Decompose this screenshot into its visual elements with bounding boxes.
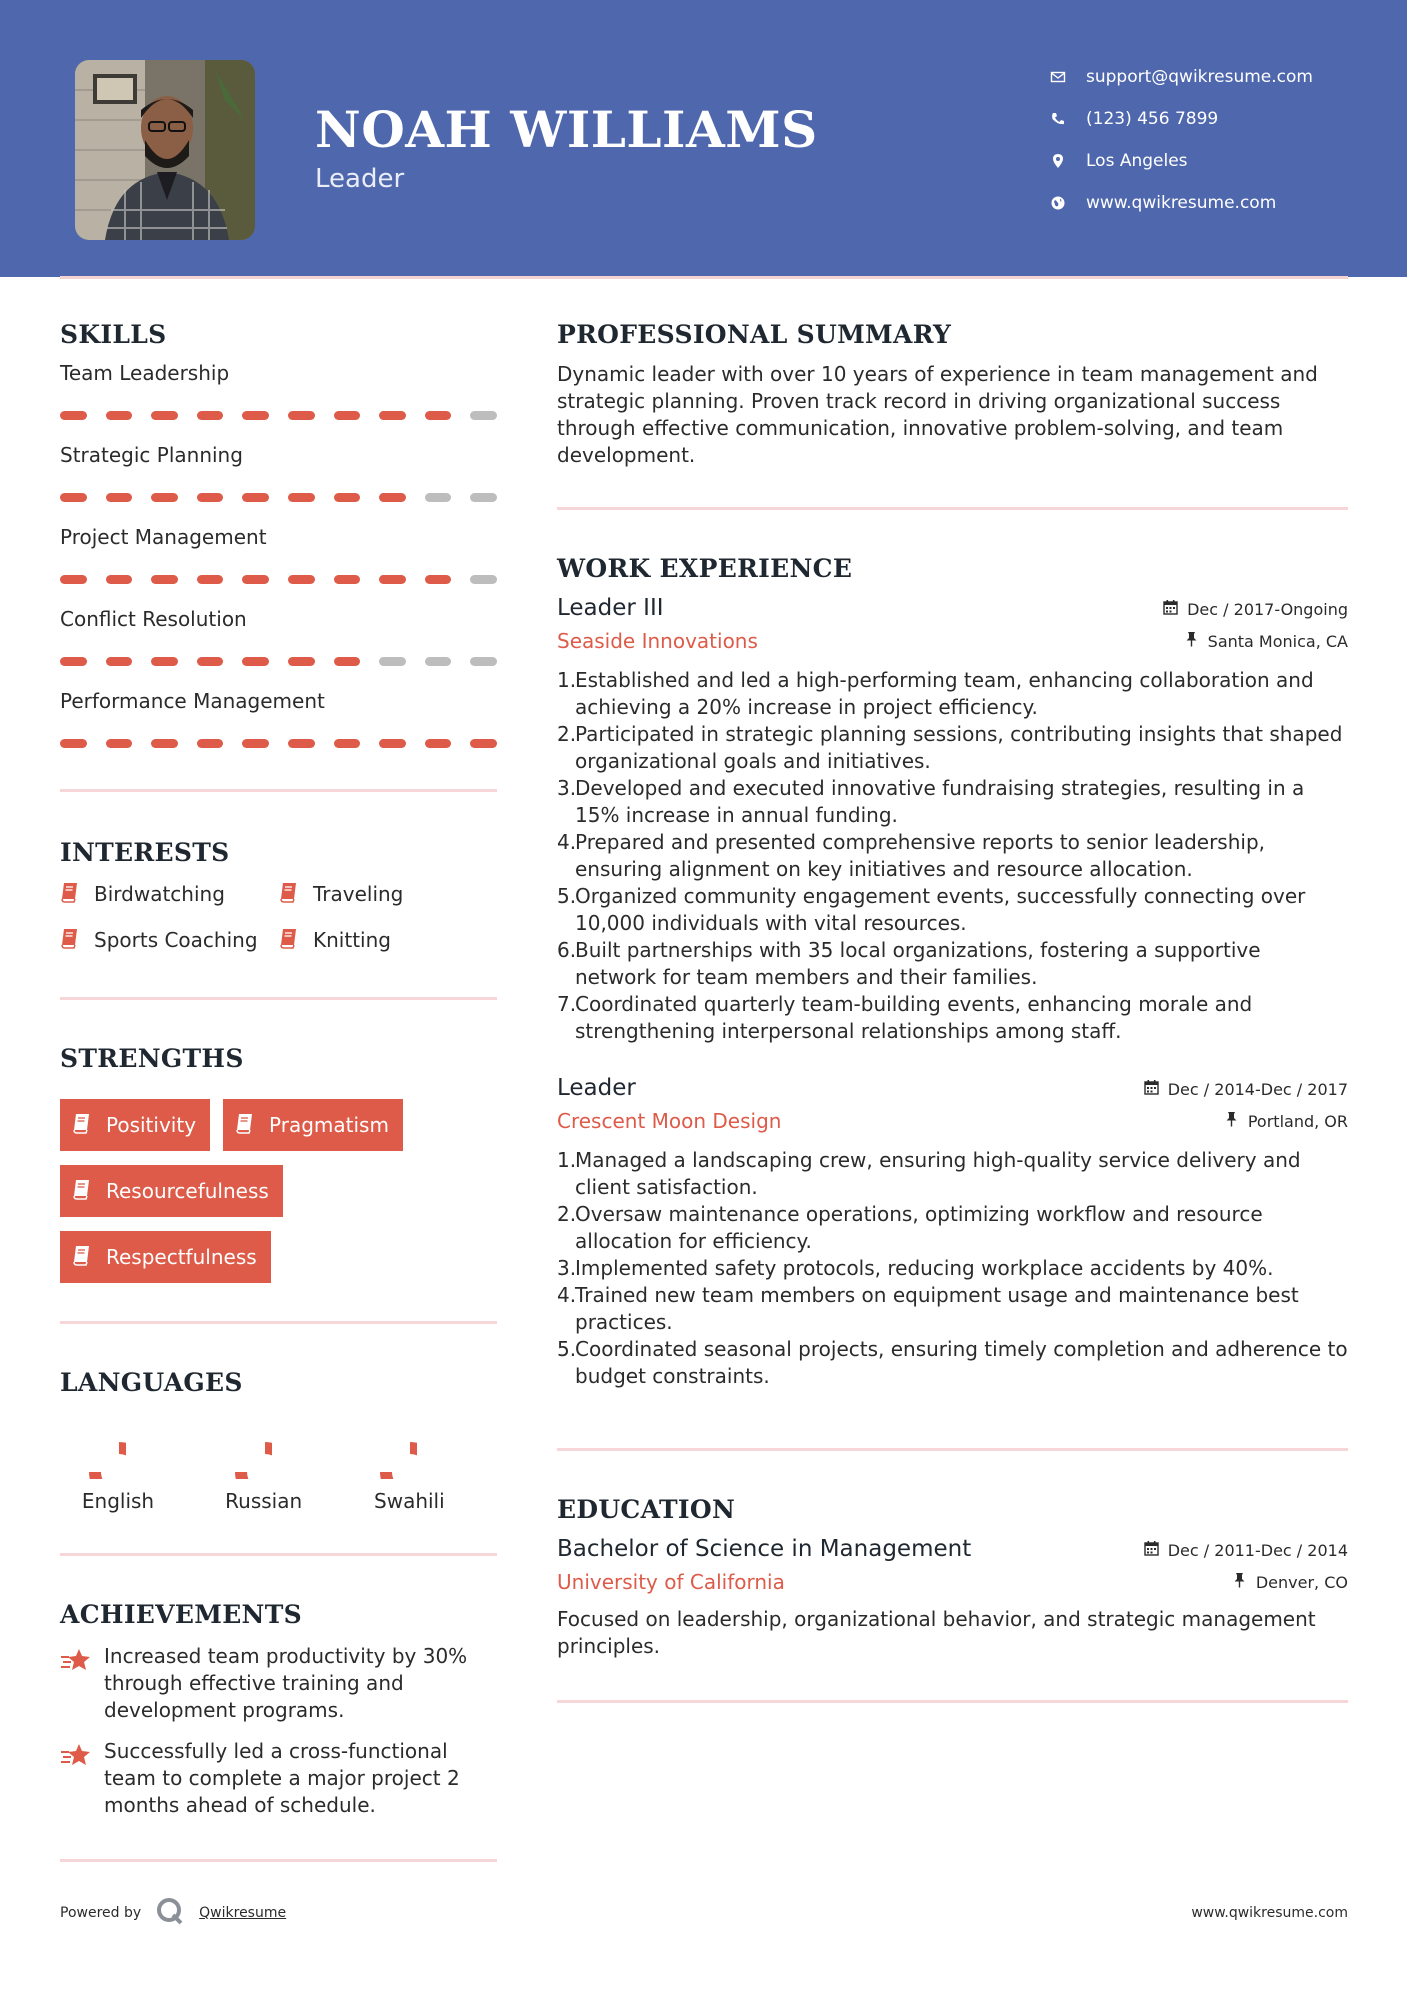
- bullet-number: 5.: [557, 1337, 577, 1361]
- bullet-number: 2.: [557, 722, 577, 746]
- languages-list: [60, 1417, 497, 1513]
- book-icon: [70, 1244, 106, 1271]
- bullet-number: 4.: [557, 830, 577, 854]
- skills-heading: SKILLS: [60, 320, 167, 349]
- language-item: [60, 1417, 206, 1513]
- bullet-number: 7.: [557, 992, 577, 1016]
- skill-level-dash: [60, 739, 87, 748]
- skill-level-dash: [334, 493, 361, 502]
- footer-powered-by: [60, 1896, 286, 1930]
- strength-chip: [60, 1165, 283, 1217]
- pin-icon: [1224, 1111, 1248, 1131]
- strengths-heading: STRENGTHS: [60, 1044, 244, 1073]
- degree-title: Bachelor of Science in Management: [557, 1536, 972, 1562]
- contact-location-text: Los Angeles: [1086, 151, 1188, 171]
- skill-level-dash: [106, 657, 133, 666]
- interests-list: [60, 881, 497, 953]
- bullet-text: Trained new team members on equipment usage and maintenance best practices.: [575, 1283, 1299, 1334]
- education-dates: [1144, 1540, 1348, 1560]
- education-section: [557, 1495, 1348, 1660]
- contact-phone-text: (123) 456 7899: [1086, 109, 1219, 129]
- skill-level-dash: [60, 411, 87, 420]
- contact-phone[interactable]: [1050, 98, 1313, 140]
- skill-level-dash: [470, 575, 497, 584]
- strength-label: Positivity: [106, 1113, 197, 1137]
- book-icon: [60, 927, 94, 954]
- job-bullet: [557, 937, 1348, 991]
- language-label: English: [81, 1489, 155, 1513]
- skill-level-bar: [60, 739, 497, 749]
- strengths-list: [60, 1099, 480, 1283]
- location-icon: [1050, 153, 1086, 169]
- candidate-name: NOAH WILLIAMS: [315, 100, 818, 159]
- contact-list: [1050, 56, 1313, 224]
- phone-icon: [1050, 111, 1086, 127]
- book-icon: [70, 1178, 106, 1205]
- bullet-text: Coordinated quarterly team-building events, enhancing morale and strengthening interpersonal relationships among staff.: [575, 992, 1253, 1043]
- language-item: [206, 1417, 352, 1513]
- achievements-list: [60, 1643, 497, 1819]
- interest-item: [279, 881, 479, 907]
- skill-level-bar: [60, 493, 497, 503]
- jobs-list: [557, 595, 1348, 1390]
- skill-level-bar: [60, 575, 497, 585]
- job-bullet: [557, 721, 1348, 775]
- job-bullets: [557, 1147, 1348, 1390]
- pin-icon: [1232, 1572, 1256, 1592]
- skill-level-dash: [151, 575, 178, 584]
- skill-level-dash: [334, 739, 361, 748]
- shooting-star-icon: [60, 1738, 104, 1819]
- bullet-number: 5.: [557, 884, 577, 908]
- skill-level-dash: [197, 575, 224, 584]
- skills-list: [60, 361, 497, 749]
- education-school-row: [557, 1570, 1348, 1594]
- section-divider: [60, 997, 497, 1000]
- education-head: [557, 1536, 1348, 1562]
- language-level-ring: [355, 1417, 417, 1479]
- job-entry: [557, 1075, 1348, 1390]
- job-head: [557, 595, 1348, 621]
- skill-level-dash: [379, 575, 406, 584]
- achievement-text: Successfully led a cross-functional team to complete a major project 2 months ahead of schedule.: [104, 1739, 460, 1817]
- job-bullet: [557, 883, 1348, 937]
- bullet-number: 2.: [557, 1202, 577, 1226]
- education-location: [1232, 1572, 1348, 1592]
- job-bullet: [557, 775, 1348, 829]
- section-divider: [557, 1700, 1348, 1703]
- summary-section: [557, 320, 1348, 469]
- strengths-section: [60, 1044, 497, 1283]
- section-divider: [60, 1859, 497, 1862]
- skill-name: Strategic Planning: [60, 443, 243, 467]
- school-name: University of California: [557, 1570, 785, 1594]
- skill-level-dash: [334, 575, 361, 584]
- skill-name: Team Leadership: [60, 361, 230, 385]
- candidate-title: Leader: [315, 164, 405, 194]
- skill-level-dash: [242, 411, 269, 420]
- achievement-item: [60, 1738, 497, 1819]
- job-bullet: [557, 1147, 1348, 1201]
- company-name: Crescent Moon Design: [557, 1109, 782, 1133]
- bullet-number: 1.: [557, 1148, 577, 1172]
- skill-level-dash: [288, 575, 315, 584]
- interests-section: [60, 838, 497, 953]
- bullet-text: Oversaw maintenance operations, optimizing workflow and resource allocation for efficiency.: [575, 1202, 1263, 1253]
- skill-level-dash: [242, 739, 269, 748]
- envelope-icon: [1050, 69, 1086, 85]
- resume-header: [0, 0, 1407, 277]
- job-company-row: [557, 629, 1348, 653]
- header-divider: [60, 276, 1348, 279]
- language-item: [351, 1417, 497, 1513]
- skill-level-dash: [60, 493, 87, 502]
- language-level-ring: [64, 1417, 126, 1479]
- job-location-text: Portland, OR: [1247, 1111, 1348, 1131]
- skill-level-dash: [288, 657, 315, 666]
- section-divider: [557, 507, 1348, 510]
- skill-level-bar: [60, 657, 497, 667]
- book-icon: [233, 1112, 269, 1139]
- right-column: [557, 320, 1348, 1703]
- skill-level-dash: [106, 493, 133, 502]
- contact-website-text: www.qwikresume.com: [1086, 193, 1277, 213]
- language-level-ring: [210, 1417, 272, 1479]
- achievements-heading: ACHIEVEMENTS: [60, 1600, 302, 1629]
- contact-email[interactable]: [1050, 56, 1313, 98]
- job-dates: [1163, 599, 1348, 619]
- interest-item: [279, 927, 479, 953]
- bullet-text: Coordinated seasonal projects, ensuring timely completion and adherence to budget constraints.: [575, 1337, 1348, 1388]
- summary-heading: PROFESSIONAL SUMMARY: [557, 320, 952, 349]
- job-bullet: [557, 829, 1348, 883]
- skill-level-dash: [379, 493, 406, 502]
- bullet-number: 1.: [557, 668, 577, 692]
- skill-level-dash: [106, 575, 133, 584]
- skill-level-dash: [334, 657, 361, 666]
- skill-level-dash: [60, 657, 87, 666]
- skill-level-dash: [60, 575, 87, 584]
- skill-level-dash: [379, 739, 406, 748]
- contact-email-text: support@qwikresume.com: [1086, 67, 1313, 87]
- education-location-text: Denver, CO: [1255, 1572, 1348, 1592]
- skill-level-dash: [242, 493, 269, 502]
- contact-website[interactable]: [1050, 182, 1313, 224]
- calendar-icon: [1144, 1079, 1168, 1099]
- footer-brand-link[interactable]: Qwikresume: [199, 1905, 287, 1921]
- skill-level-bar: [60, 411, 497, 421]
- job-company-row: [557, 1109, 1348, 1133]
- job-bullets: [557, 667, 1348, 1045]
- skill-level-dash: [379, 657, 406, 666]
- skill-level-dash: [197, 657, 224, 666]
- skill-level-dash: [106, 739, 133, 748]
- section-divider: [60, 1553, 497, 1556]
- job-bullet: [557, 1201, 1348, 1255]
- job-bullet: [557, 1282, 1348, 1336]
- skill-level-dash: [106, 411, 133, 420]
- language-label: Russian: [225, 1489, 303, 1513]
- book-icon: [279, 881, 313, 908]
- section-divider: [557, 1448, 1348, 1451]
- languages-heading: LANGUAGES: [60, 1368, 243, 1397]
- skill-level-dash: [288, 493, 315, 502]
- skill-level-dash: [470, 739, 497, 748]
- skill-level-dash: [425, 657, 452, 666]
- education-heading: EDUCATION: [557, 1495, 736, 1524]
- interest-item: [60, 927, 279, 953]
- left-column: [60, 320, 497, 1862]
- bullet-text: Built partnerships with 35 local organizations, fostering a supportive network for team members and their families.: [575, 938, 1261, 989]
- interest-item: [60, 881, 279, 907]
- skill-level-dash: [242, 657, 269, 666]
- job-bullet: [557, 667, 1348, 721]
- strength-chip: [223, 1099, 403, 1151]
- skill-level-dash: [151, 493, 178, 502]
- skill-level-dash: [288, 739, 315, 748]
- job-location: [1224, 1111, 1348, 1131]
- skill-level-dash: [470, 657, 497, 666]
- job-head: [557, 1075, 1348, 1101]
- skill-level-dash: [379, 411, 406, 420]
- skill-level-dash: [197, 739, 224, 748]
- experience-heading: WORK EXPERIENCE: [557, 554, 853, 583]
- skill-name: Performance Management: [60, 689, 325, 713]
- interest-label: Birdwatching: [94, 882, 225, 906]
- skill-level-dash: [470, 411, 497, 420]
- bullet-text: Participated in strategic planning sessions, contributing insights that shaped organizational goals and initiatives.: [575, 722, 1343, 773]
- bullet-number: 3.: [557, 776, 577, 800]
- experience-section: [557, 554, 1348, 1390]
- interest-label: Sports Coaching: [94, 928, 258, 952]
- profile-photo: [75, 60, 255, 240]
- skills-section: [60, 320, 497, 749]
- job-dates: [1144, 1079, 1348, 1099]
- bullet-number: 3.: [557, 1256, 577, 1280]
- skill-level-dash: [151, 657, 178, 666]
- job-bullet: [557, 1255, 1348, 1282]
- summary-text: Dynamic leader with over 10 years of experience in team management and strategic planning. Proven track record in driving organizational success through effective communication, innovative problem-solving, and team development.: [557, 362, 1318, 467]
- skill-level-dash: [151, 739, 178, 748]
- languages-section: [60, 1368, 497, 1513]
- skill-level-dash: [197, 493, 224, 502]
- pin-icon: [1184, 631, 1208, 651]
- calendar-icon: [1144, 1540, 1168, 1560]
- book-icon: [60, 881, 94, 908]
- bullet-text: Implemented safety protocols, reducing workplace accidents by 40%.: [575, 1256, 1274, 1280]
- education-dates-text: Dec / 2011-Dec / 2014: [1167, 1540, 1348, 1560]
- company-name: Seaside Innovations: [557, 629, 758, 653]
- interest-label: Knitting: [313, 928, 391, 952]
- bullet-number: 6.: [557, 938, 577, 962]
- education-description: Focused on leadership, organizational behavior, and strategic management principles.: [557, 1607, 1316, 1658]
- skill-level-dash: [425, 575, 452, 584]
- shooting-star-icon: [60, 1643, 104, 1724]
- strength-label: Pragmatism: [269, 1113, 389, 1137]
- skill-name: Project Management: [60, 525, 267, 549]
- contact-location: [1050, 140, 1313, 182]
- bullet-text: Managed a landscaping crew, ensuring high-quality service delivery and client satisfaction.: [575, 1148, 1301, 1199]
- job-dates-text: Dec / 2014-Dec / 2017: [1167, 1079, 1348, 1099]
- strength-chip: [60, 1099, 210, 1151]
- job-bullet: [557, 1336, 1348, 1390]
- skill-level-dash: [470, 493, 497, 502]
- achievement-text: Increased team productivity by 30% through effective training and development programs.: [104, 1644, 468, 1722]
- interests-heading: INTERESTS: [60, 838, 230, 867]
- skill-level-dash: [425, 411, 452, 420]
- skill-level-dash: [425, 739, 452, 748]
- job-location: [1184, 631, 1348, 651]
- skill-level-dash: [334, 411, 361, 420]
- bullet-text: Organized community engagement events, successfully connecting over 10,000 individuals with vital resources.: [575, 884, 1306, 935]
- skill-level-dash: [288, 411, 315, 420]
- job-dates-text: Dec / 2017-Ongoing: [1187, 599, 1348, 619]
- strength-label: Respectfulness: [106, 1245, 257, 1269]
- section-divider: [60, 1321, 497, 1324]
- book-icon: [279, 927, 313, 954]
- language-label: Swahili: [374, 1489, 445, 1513]
- bullet-text: Established and led a high-performing team, enhancing collaboration and achieving a 20% increase in project efficiency.: [575, 668, 1314, 719]
- job-title: Leader III: [557, 595, 664, 621]
- achievements-section: [60, 1600, 497, 1819]
- strength-chip: [60, 1231, 271, 1283]
- strength-label: Resourcefulness: [106, 1179, 269, 1203]
- job-location-text: Santa Monica, CA: [1207, 631, 1348, 651]
- achievement-item: [60, 1643, 497, 1724]
- skill-name: Conflict Resolution: [60, 607, 247, 631]
- book-icon: [70, 1112, 106, 1139]
- powered-by-text: Powered by: [60, 1905, 142, 1921]
- skill-level-dash: [425, 493, 452, 502]
- job-entry: [557, 595, 1348, 1045]
- calendar-icon: [1163, 599, 1187, 619]
- bullet-text: Prepared and presented comprehensive reports to senior leadership, ensuring alignment on key initiatives and resource allocation.: [575, 830, 1265, 881]
- globe-icon: [1050, 195, 1086, 211]
- bullet-text: Developed and executed innovative fundraising strategies, resulting in a 15% increase in annual funding.: [575, 776, 1305, 827]
- interest-label: Traveling: [313, 882, 404, 906]
- skill-level-dash: [151, 411, 178, 420]
- job-title: Leader: [557, 1075, 636, 1101]
- skill-level-dash: [197, 411, 224, 420]
- footer-website[interactable]: www.qwikresume.com: [1191, 1905, 1348, 1921]
- qwikresume-logo-icon: [141, 1896, 199, 1930]
- section-divider: [60, 789, 497, 792]
- bullet-number: 4.: [557, 1283, 577, 1307]
- skill-level-dash: [242, 575, 269, 584]
- job-bullet: [557, 991, 1348, 1045]
